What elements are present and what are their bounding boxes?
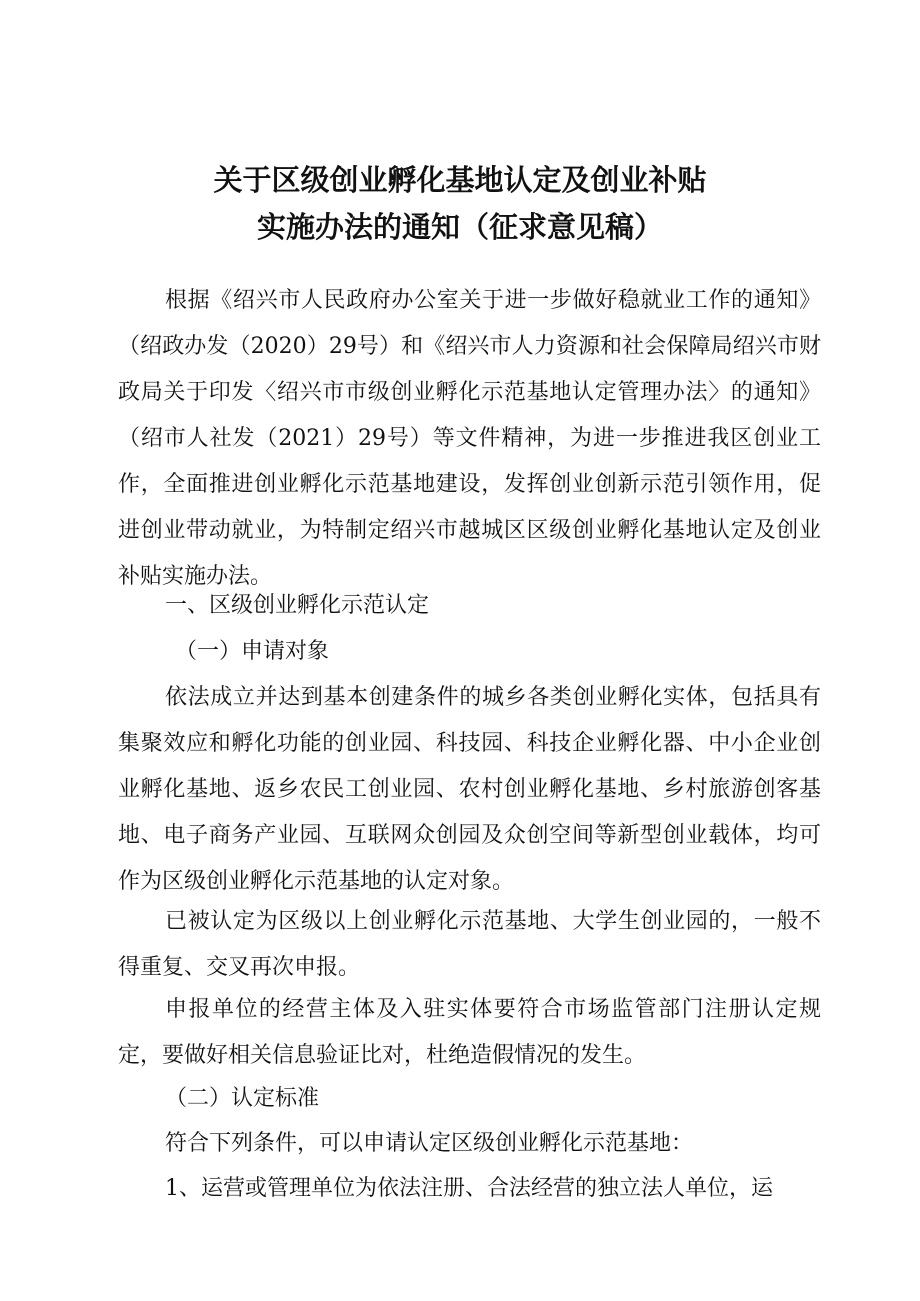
intro-paragraph: 根据《绍兴市人民政府办公室关于进一步做好稳就业工作的通知》（绍政办发（2020）29号）和《绍兴市人力资源和社会保障局绍兴市财政局关于印发〈绍兴市市级创业孵化示范基地认定管理办法〉的通知》（绍市人社发（2021）29号）等文件精神，为进一步推进我区创业工作，全面推进创业孵化示范基地建设，发挥创业创新示范引领作用，促进创业带动就业，为特制定绍兴市越城区区级创业孵化基地认定及创业补贴实施办法。 <box>118 288 821 589</box>
section-1-heading: 一、区级创业孵化示范认定 <box>165 593 430 618</box>
subsection-1-paragraph-1: 依法成立并达到基本创建条件的城乡各类创业孵化实体，包括具有集聚效应和孵化功能的创业园、科技园、科技企业孵化器、中小企业创业孵化基地、返乡农民工创业园、农村创业孵化基地、乡村旅游创客基地、电子商务产业园、互联网众创园及众创空间等新型创业载体，均可作为区级创业孵化示范基地的认定对象。 <box>118 685 821 894</box>
subsection-2-heading: （二）认定标准 <box>165 1086 320 1111</box>
subsection-1-heading: （一）申请对象 <box>175 639 330 664</box>
document-title-line-1: 关于区级创业孵化基地认定及创业补贴 <box>213 163 707 197</box>
document-title-line-2: 实施办法的通知（征求意见稿） <box>256 210 663 244</box>
subsection-1-paragraph-3: 申报单位的经营主体及入驻实体要符合市场监管部门注册认定规定，要做好相关信息验证比对，杜绝造假情况的发生。 <box>118 997 821 1068</box>
subsection-1-paragraph-3-block <box>118 987 821 1079</box>
subsection-2-paragraph-1: 符合下列条件，可以申请认定区级创业孵化示范基地： <box>165 1131 694 1156</box>
intro-block <box>118 278 821 600</box>
subsection-1-paragraph-1-block <box>118 675 821 905</box>
subsection-1-paragraph-2-block <box>118 899 821 991</box>
subsection-2-item-1: 1、运营或管理单位为依法注册、合法经营的独立法人单位，运 <box>165 1176 773 1201</box>
subsection-1-paragraph-2: 已被认定为区级以上创业孵化示范基地、大学生创业园的，一般不得重复、交叉再次申报。 <box>118 909 821 980</box>
